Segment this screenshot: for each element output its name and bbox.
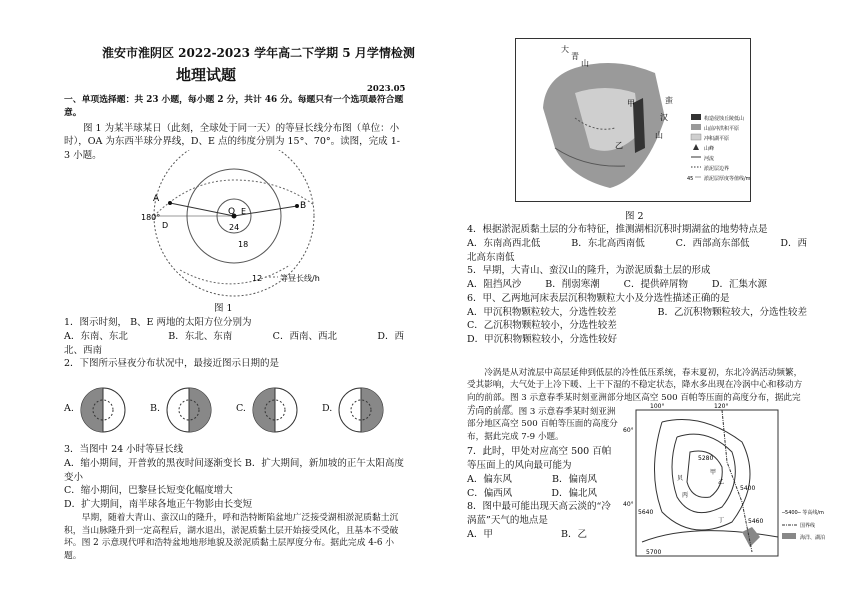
legend-contour: ─5400─ 等高线/m [782,510,824,516]
oa-line [170,203,234,216]
q5-stem: 5．早期，大青山、蛮汉山的隆升，为淤泥质黏土层的形成 [467,265,711,277]
q6-option-d: D．甲沉积物颗粒较小，分选性较好 [467,334,618,346]
label-18: 18 [238,240,249,249]
q2-globe-d [336,385,386,435]
legend-peak: 山峰 [704,146,715,152]
q4-option-a: A．东南高西北低 [467,237,541,249]
label-lon100: 100° [650,403,665,410]
q2-option-b: B. [150,403,161,414]
label-da: 大 [561,45,569,54]
legend-sea: 海洋、湖泊 [800,535,826,541]
q6-option-b: B．乙沉积物颗粒较大，分选性较差 [657,306,807,318]
label-ding: 丁 [718,517,725,524]
label-bing: 丙 [682,492,689,499]
q5-option-b: B．削弱寒潮 [545,279,600,291]
q7-option-c: C．偏西风 [467,487,513,499]
label-12: 12 [252,274,263,283]
label-D: D [162,221,169,230]
q2-globe-b [164,385,214,435]
q1-tail: 北、西南 [64,344,103,356]
q1-option-a: A．东南、东北 [64,330,128,342]
q1-option-c: C．西南、西北 [272,330,337,342]
label-lat40: 40° [623,501,634,508]
q2-option-d: D. [322,403,333,414]
q4-tail: 北高东南低 [467,251,515,263]
figure3-500hpa-map [622,402,850,562]
subject-title: 地理试题 [176,66,237,84]
label-5460: 5460 [748,518,764,525]
label-bei: 贝 [677,475,684,482]
passage-3-part: 冷涡是从对流层中高层延伸到低层的冷性低压系统，春末夏初，东北冷涡活动频繁，受其影响，大气处于上冷下暖、上干下湿的不稳定状态，降水多出现在冷涡中心和移动方向的前部。图 3 示意春季某时刻亚洲部分地区高空 500 百帕等压面的高度分布，据此完 [467,368,803,403]
label-O: O [228,207,236,217]
q4-option-c: C．西部高东部低 [675,237,750,249]
q4-option-b: B．东北高西南低 [571,237,645,249]
q3-line-1: A．缩小期间，开普敦的黑夜时间逐渐变长 B．扩大期间，新加坡的正午太阳高度变小 [64,457,404,483]
q7-option-d: D．偏北风 [551,487,597,499]
legend-daylength: 等昼长线/h [280,274,320,283]
label-5700: 5700 [646,549,662,556]
legend-river: 河流 [704,156,715,162]
q7-option-a: A．偏东风 [467,473,512,485]
q3-stem: 3．当图中 24 小时等昼长线 [64,444,184,455]
label-E: E [241,207,247,216]
exam-title: 淮安市淮阴区 2022-2023 学年高二下学期 5 月学情检测 [102,46,415,60]
legend-border: 国界线 [800,523,816,529]
label-jia3: 甲 [710,469,717,476]
label-han: 汉 [660,113,668,122]
label-lon120: 120° [714,403,729,410]
label-qing: 青 [571,52,579,61]
figure2-caption: 图 2 [625,211,644,222]
label-24: 24 [229,223,240,232]
label-man: 蛮 [665,96,673,105]
q3-line-3: D．扩大期间，南半球各地正午物影由长变短 [64,499,253,511]
q1-option-d: D．西 [377,330,404,342]
label-5640: 5640 [638,509,654,516]
label-yi: 乙 [615,141,623,150]
q2-globe-c [250,385,300,435]
label-shan: 山 [581,59,589,68]
legend-hills: 构造侵蚀丘陵低山 [704,116,745,122]
q6-option-c: C．乙沉积物颗粒较小，分选性较差 [467,320,617,332]
label-A: A [153,194,160,204]
section-heading: 一、单项选择题：共 23 小题，每小题 2 分，共计 46 分。每题只有一个选项最符合题意。 [64,95,404,118]
legend-piedmont: 山前冲洪积平原 [704,126,740,132]
figure1-daylength-map [130,150,340,298]
label-5280: 5280 [698,455,714,462]
q8-option-b: B．乙 [561,528,587,540]
label-5400: 5400 [740,485,756,492]
figure2-basin-map [515,38,751,202]
q8-stem: 8．图中最可能出现天高云淡的“冷涡蓝”天气的地点是 [467,501,611,527]
intro-paragraph: 图 1 为某半球某日（此刻，全球处于同一天）的等昼长线分布图（单位：小时），OA 为东西半球分界线，D、E 点的纬度分别为 15°、70°。读图，完成 1-3 小题。 [64,122,400,162]
label-yi3: 乙 [718,479,725,486]
q5-option-c: C．提供碎屑物 [623,279,688,291]
label-B: B [300,201,307,211]
q6-stem: 6．甲、乙两地河床表层沉积物颗粒大小及分选性描述正确的是 [467,292,730,304]
legend-lake-plain: 冲积湖平原 [704,136,730,142]
q1-option-b: B．东北、东南 [168,330,233,342]
q2-options [64,385,404,435]
q2-globe-a [78,385,128,435]
q2-option-a: A. [64,403,74,414]
q5-option-d: D．汇集水源 [711,279,767,291]
q7-stem: 7．此时，甲处对应高空 500 百帕等压面上的风向最可能为 [467,446,612,472]
day-line-lower [180,265,290,284]
passage-3-rest: 方向的前部。图 3 示意春季某时刻亚洲部分地区高空 500 百帕等压面的高度分布，据此完成 7-9 小题。 [467,407,618,442]
exam-date: 2023.05 [367,84,406,94]
label-180: 180° [141,213,161,222]
label-jia: 甲 [627,99,635,108]
q4-option-d: D．西 [780,237,807,249]
legend-boundary: 淤泥层边界 [704,166,730,172]
passage-2: 早期，随着大青山、蛮汉山的隆升，呼和浩特断陷盆地广泛接受湖相淤泥质黏土沉积，当山脉隆升到一定高程后，湖水退出，淤泥质黏土层开始接受风化，且基本不受破坏。图 2 示意现代呼和浩特盆地地形地貌及淤泥质黏土层厚度分布。据此完成 4-6 小题。 [64,512,399,562]
q8-option-a: A．甲 [467,528,493,540]
q3-line-2: C．缩小期间，巴黎昼长短变化幅度增大 [64,485,233,497]
figure1-caption: 图 1 [214,303,233,314]
label-shan2: 山 [655,131,663,140]
q1-stem: 1．图示时刻， B、E 两地的太阳方位分别为 [64,317,252,328]
label-lat60: 60° [623,427,634,434]
q2-option-c: C. [236,403,246,414]
q6-option-a: A．甲沉积物颗粒较大，分选性较差 [467,306,617,318]
q2-stem: 2．下图所示昼夜分布状况中，最接近图示日期的是 [64,358,280,370]
q4-stem: 4．根据淤泥质黏土层的分布特征，推测湖相沉积时期湖盆的地势特点是 [467,224,768,235]
q7-option-b: B．偏南风 [552,473,597,485]
legend-num: 45 [687,176,694,182]
passage-3-narrow [467,406,619,443]
legend-thickness: 淤泥层厚度等值线/m [704,176,751,182]
q5-option-a: A．阻挡风沙 [467,279,522,291]
